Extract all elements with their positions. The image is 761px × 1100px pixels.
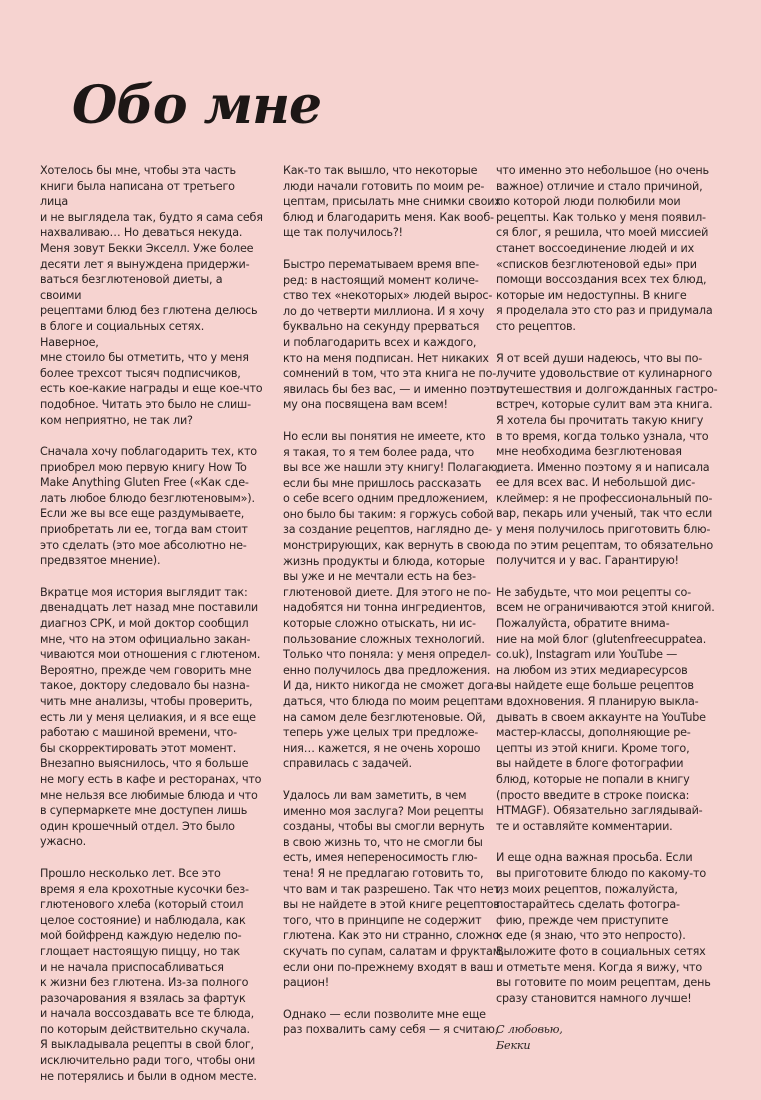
- paragraph: И еще одна важная просьба. Если вы приготовите блюдо по какому-то из моих рецептов, пожалуйста, постарайтесь сделать фотогра- фию, прежде чем приступите к еде (я знаю, что это непросто). Выложите фото в социальных сетях и отметьте меня. Когда я вижу, что вы готовите по моим рецептам, день сразу становится намного лучше!: [496, 851, 711, 1005]
- signature: С любовью, Бекки: [496, 1023, 563, 1052]
- paragraph: Как-то так вышло, что некоторые люди начали готовить по моим ре- цептам, присылать мне снимки своих блюд и благодарить меня. Как вооб- ще так получилось?!: [283, 164, 501, 240]
- paragraph: Вкратце моя история выглядит так: двенадцать лет назад мне поставили диагноз СРК, и мой доктор сообщил мне, что на этом официально закан- чиваются мои отношения с глютеном. Вероятно, прежде чем говорить мне такое, доктору следовало бы назна- чить мне анализы, чтобы проверить, есть ли у меня целиакия, и я все еще работаю с машиной времени, что- бы скорректировать этот момент. Внезапно выяснилось, что я больше не могу есть в кафе и ресторанах, что мне нельзя все любимые блюда и что в супермаркете мне доступен лишь один крошечный отдел. Это было ужасно.: [40, 585, 262, 849]
- paragraph: Хотелось бы мне, чтобы эта часть книги была написана от третьего лица и не выглядела так, будто я сама себя нахваливаю… Но деваться некуда. Меня зовут Бекки Экселл. Уже более десяти лет я вынуждена придержи- ваться безглютеновой диеты, а своими рецептами блюд без глютена делюсь в блоге и социальных сетях. Наверное, мне стоило бы отметить, что у меня более трехсот тысяч подписчиков, есть кое-какие награды и еще кое-что подобное. Читать это было не слиш- ком неприятно, не так ли?: [40, 164, 263, 427]
- paragraph: Прошло несколько лет. Все это время я ела крохотные кусочки без- глютенового хлеба (который стоил целое состояние) и наблюдала, как мой бойфренд каждую неделю по- глощает настоящую пиццу, но так и не начала приспосабливаться к жизни без глютена. Из-за полного разочарования я взялась за фартук и начала воссоздавать все те блюда, по которым действительно скучала. Я выкладывала рецепты в свой блог, исключительно ради того, чтобы они не потерялись и были в одном месте.: [40, 866, 257, 1083]
- paragraph: что именно это небольшое (но очень важное) отличие и стало причиной, по которой люди полюбили мои рецепты. Как только у меня появил- ся блог, я решила, что моей миссией станет воссоединение людей и их «списков безглютеновой еды» при помощи воссоздания всех тех блюд, которые им недоступны. В книге я проделала это сто раз и придумала сто рецептов.: [496, 164, 713, 333]
- paragraph: Я от всей души надеюсь, что вы по- лучите удовольствие от кулинарного путешествия и долгожданных гастро- встреч, которые сулит вам эта книга. Я хотела бы прочитать такую книгу в то время, когда только узнала, что мне необходима безглютеновая диета. Именно поэтому я и написала ее для всех вас. И небольшой дис- клеймер: я не профессиональный по- вар, пекарь или ученый, так что если у меня получилось приготовить блю- да по этим рецептам, то обязательно получится и у вас. Гарантирую!: [496, 351, 718, 568]
- paragraph: Быстро перематываем время впе- ред: в настоящий момент количе- ство тех «некоторых» людей вырос- ло до четверти миллиона. И я хочу буквально на секунду прерваться и поблагодарить всех и каждого, кто на меня подписан. Нет никаких сомнений в том, что эта книга не по- явилась бы без вас, — и именно поэто- му она посвящена вам всем!: [283, 257, 507, 412]
- paragraph: Сначала хочу поблагодарить тех, кто приобрел мою первую книгу How To Make Anything Gluten Free («Как сде- лать любое блюдо безглютеновым»). Если же вы все еще раздумываете, приобретать ли ее, тогда вам стоит это сделать (это мое абсолютно не- предвзятое мнение).: [40, 445, 257, 568]
- text-column-1: [40, 163, 264, 1100]
- text-column-2: [283, 163, 507, 1054]
- paragraph: Удалось ли вам заметить, в чем именно моя заслуга? Мои рецепты созданы, чтобы вы смогли вернуть в свою жизнь то, что не смогли бы есть, имея непереносимость глю- тена! Я не предлагаю готовить то, что вам и так разрешено. Так что нет, вы не найдете в этой книге рецептов того, что в принципе не содержит глютена. Как это ни странно, сложно скучать по супам, салатам и фруктам, если они по-прежнему входят в ваш рацион!: [283, 788, 505, 990]
- text-column-3: [496, 163, 721, 1069]
- paragraph: Однако — если позволите мне еще раз похвалить саму себя — я считаю,: [283, 1007, 499, 1037]
- page-title: Обо мне: [72, 75, 322, 136]
- paragraph: Не забудьте, что мои рецепты со- всем не ограничиваются этой книгой. Пожалуйста, обратите внима- ние на мой блог (glutenfreecuppatea. co.uk), Instagram или YouTube — на любом из этих медиаресурсов вы найдете еще больше рецептов и вдохновения. Я планирую выкла- дывать в своем аккаунте на YouTube мастер-классы, дополняющие ре- цепты из этой книги. Кроме того, вы найдете в блоге фотографии блюд, которые не попали в книгу (просто введите в строке поиска: HTMAGF). Обязательно заглядывай- те и оставляйте комментарии.: [496, 585, 715, 833]
- paragraph: Но если вы понятия не имеете, кто я такая, то я тем более рада, что вы все же нашли эту книгу! Полагаю, если бы мне пришлось рассказать о себе всего одним предложением, оно было бы таким: я горжусь собой за создание рецептов, наглядно де- монстрирующих, как вернуть в свою жизнь продукты и блюда, которые вы уже и не мечтали есть на без- глютеновой диете. Для этого не по- надобятся ни тонна ингредиентов, которые сложно отыскать, ни ис- пользование сложных технологий. Только что поняла: у меня определ- енно получилось два предложения. И да, никто никогда не сможет дога- даться, что блюда по моим рецептам на самом деле безглютеновые. Ой, теперь уже целых три предложе- ния… кажется, я не очень хорошо справилась с задачей.: [283, 429, 501, 771]
